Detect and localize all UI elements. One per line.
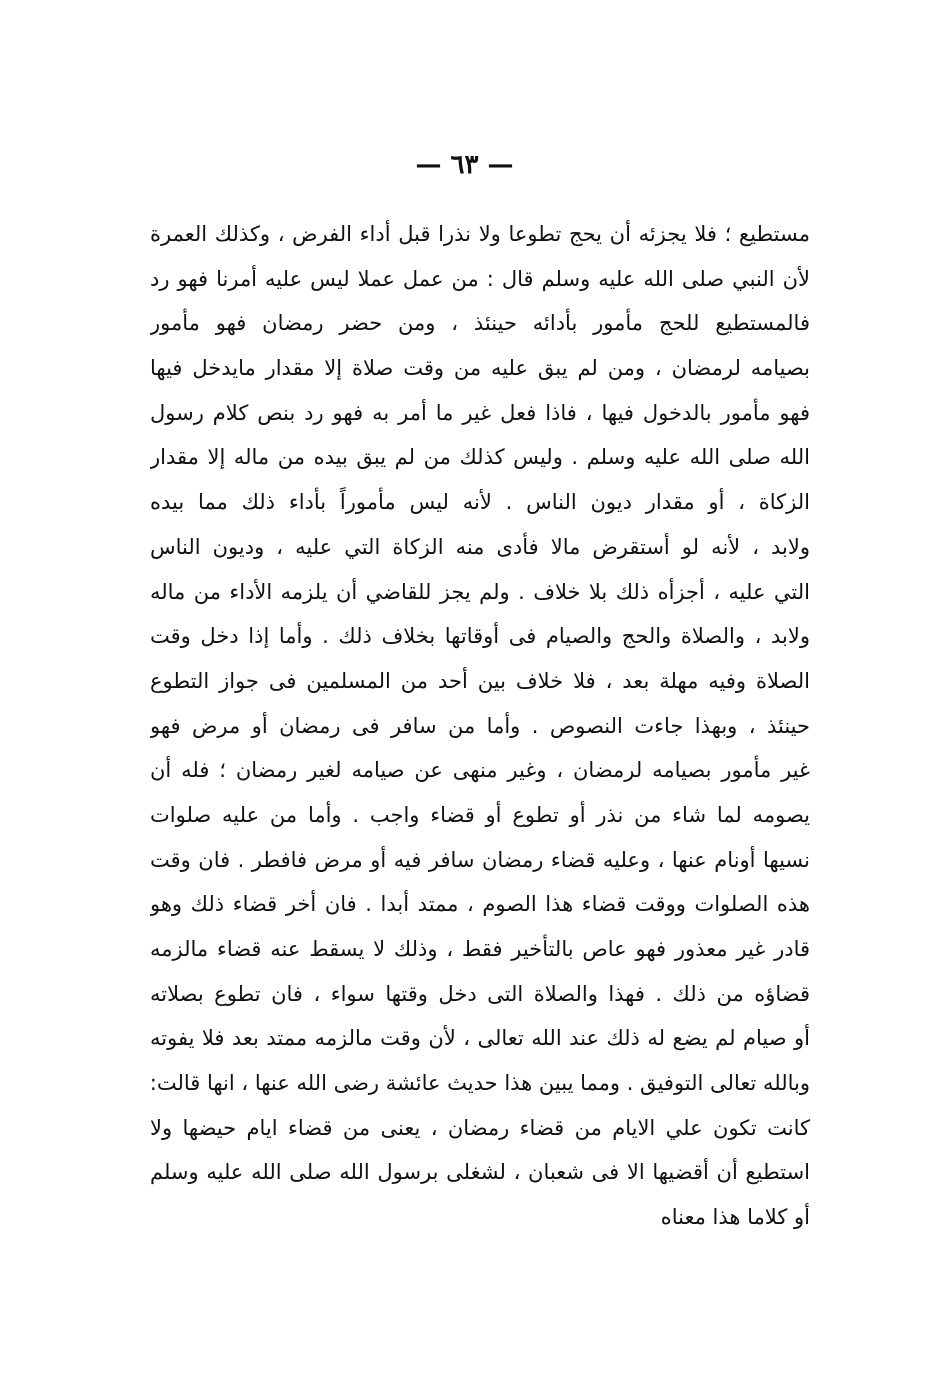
text-line: مستطيع ؛ فلا يجزئه أن يحج تطوعا ولا نذرا قبل أداء الفرض ، وكذلك العمرة (150, 222, 810, 246)
text-line: قضاؤه من ذلك . فهذا والصلاة التى دخل وقتها سواء ، فان تطوع بصلاته (150, 981, 810, 1006)
text-line: ولابد ، والصلاة والحج والصيام فى أوقاتها بخلاف ذلك . وأما إذا دخل وقت (150, 624, 810, 649)
body-text (150, 212, 810, 1240)
text-line: أو كلاما هذا معناه (660, 1205, 810, 1230)
text-line: وبالله تعالى التوفيق . ومما يبين هذا حديث عائشة رضى الله عنها ، انها قالت: (150, 1071, 810, 1096)
text-line: لأن النبي صلى الله عليه وسلم قال : من عمل عملا ليس عليه أمرنا فهو رد (150, 266, 810, 291)
text-line: أو صيام لم يضع له ذلك عند الله تعالى ، لأن وقت مالزمه ممتد بعد فلا يفوته (150, 1026, 810, 1051)
text-line: التي عليه ، أجزأه ذلك بلا خلاف . ولم يجز للقاضي أن يلزمه الأداء من ماله (150, 579, 810, 604)
text-line: الله صلى الله عليه وسلم . وليس كذلك من لم يبق بيده من ماله إلا مقدار (150, 445, 810, 470)
text-line: الصلاة وفيه مهلة بعد ، فلا خلاف بين أحد من المسلمين فى جواز التطوع (150, 668, 810, 693)
text-line: غير مأمور بصيامه لرمضان ، وغير منهى عن صيامه لغير رمضان ؛ فله أن (150, 758, 810, 783)
page-number: — ٦٣ — (415, 150, 514, 180)
text-line: استطيع أن أقضيها الا فى شعبان ، لشغلى برسول الله صلى الله عليه وسلم (150, 1160, 810, 1185)
text-line: فالمستطيع للحج مأمور بأدائه حينئذ ، ومن حضر رمضان فهو مأمور (150, 311, 810, 336)
text-line: يصومه لما شاء من نذر أو تطوع أو قضاء واجب . وأما من عليه صلوات (150, 802, 810, 827)
text-line: كانت تكون علي الايام من قضاء رمضان ، يعنى من قضاء ايام حيضها ولا (150, 1115, 810, 1140)
text-line: الزكاة ، أو مقدار ديون الناس . لأنه ليس مأموراً بأداء ذلك مما بيده (150, 490, 810, 515)
text-line: فهو مأمور بالدخول فيها ، فاذا فعل غير ما أمر به فهو رد بنص كلام رسول (150, 400, 810, 425)
text-line: حينئذ ، وبهذا جاءت النصوص . وأما من سافر فى رمضان أو مرض فهو (150, 713, 810, 738)
text-line: نسيها أونام عنها ، وعليه قضاء رمضان سافر فيه أو مرض فافطر . فان وقت (150, 847, 810, 872)
text-line: هذه الصلوات ووقت قضاء هذا الصوم ، ممتد أبدا . فان أخر قضاء ذلك وهو (150, 892, 810, 917)
text-line: قادر غير معذور فهو عاص بالتأخير فقط ، وذلك لا يسقط عنه قضاء مالزمه (150, 937, 810, 961)
text-line: بصيامه لرمضان ، ومن لم يبق عليه من وقت صلاة إلا مقدار مايدخل فيها (150, 356, 810, 381)
text-line: ولابد ، لأنه لو أستقرض مالا فأدى منه الزكاة التي عليه ، وديون الناس (150, 534, 810, 559)
